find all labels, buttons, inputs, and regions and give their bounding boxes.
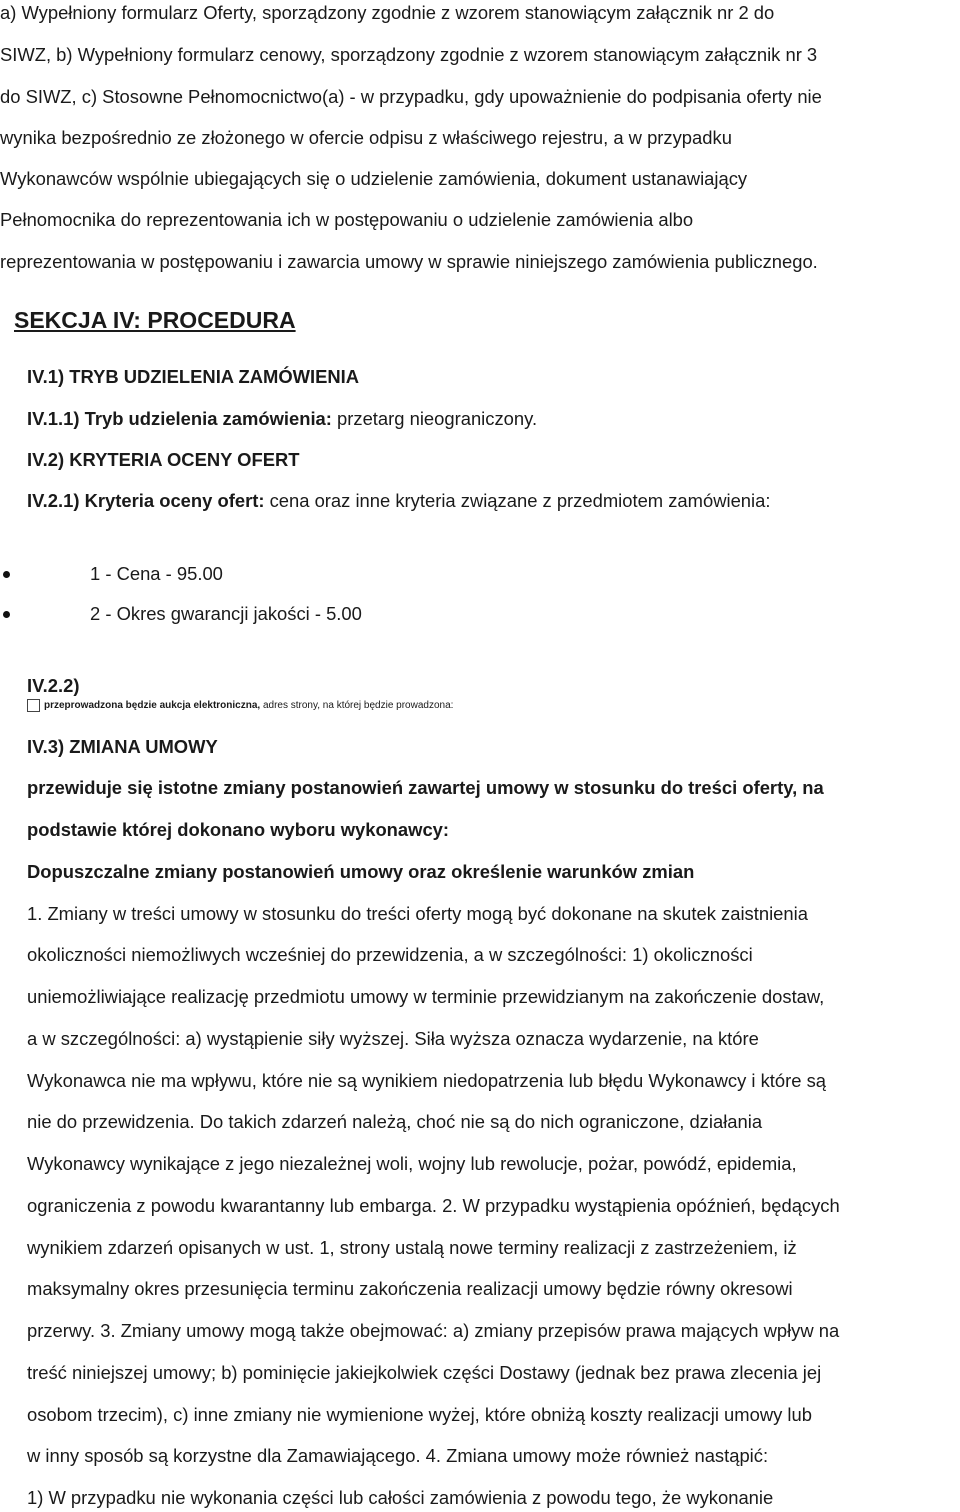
body-line: ograniczenia z powodu kwarantanny lub embarga. 2. W przypadku wystąpienia opóźnień, będących — [27, 1195, 840, 1216]
body-line: okoliczności niemożliwych wcześniej do przewidzenia, a w szczególności: 1) okoliczności — [27, 944, 753, 965]
iv1-heading: IV.1) TRYB UDZIELENIA ZAMÓWIENIA — [27, 366, 360, 387]
body-line: Wykonawcy wynikające z jego niezależnej woli, wojny lub rewolucje, pożar, powódź, epidemia, — [27, 1153, 797, 1174]
body-line: maksymalny okres przesunięcia terminu zakończenia realizacji umowy będzie równy okresowi — [27, 1278, 793, 1299]
auction-label-bold: przeprowadzona będzie aukcja elektroniczna, — [44, 700, 261, 711]
bullet-icon — [3, 571, 10, 578]
iv11-label: IV.1.1) Tryb udzielenia zamówienia: — [27, 408, 332, 429]
iv21-label: IV.2.1) Kryteria oceny ofert: — [27, 490, 265, 511]
intro-line: reprezentowania w postępowaniu i zawarcia umowy w sprawie niniejszego zamówienia publicznego. — [0, 251, 818, 272]
iv11-row — [27, 408, 537, 430]
criteria-text: 2 - Okres gwarancji jakości - 5.00 — [90, 603, 362, 624]
intro-line: wynika bezpośrednio ze złożonego w ofercie odpisu z właściwego rejestru, a w przypadku — [0, 127, 732, 148]
iv22-heading: IV.2.2) — [27, 675, 80, 696]
body-line: 1. Zmiany w treści umowy w stosunku do treści oferty mogą być dokonane na skutek zaistnienia — [27, 903, 808, 924]
body-line: uniemożliwiające realizację przedmiotu umowy w terminie przewidzianym na zakończenie dostaw, — [27, 986, 825, 1007]
body-line: w inny sposób są korzystne dla Zamawiającego. 4. Zmiana umowy może również nastąpić: — [27, 1445, 769, 1466]
body-line: nie do przewidzenia. Do takich zdarzeń należą, choć nie są do nich ograniczone, działania — [27, 1111, 763, 1132]
auction-label-rest: adres strony, na której będzie prowadzona: — [260, 700, 454, 711]
iv11-value: przetarg nieograniczony. — [331, 408, 538, 429]
auction-checkbox[interactable] — [27, 699, 40, 712]
intro-line: do SIWZ, c) Stosowne Pełnomocnictwo(a) - w przypadku, gdy upoważnienie do podpisania oferty nie — [0, 86, 822, 107]
iv3-heading: IV.3) ZMIANA UMOWY — [27, 736, 218, 757]
section-title: SEKCJA IV: PROCEDURA — [14, 307, 296, 333]
iv2-heading: IV.2) KRYTERIA OCENY OFERT — [27, 449, 300, 470]
iv21-row — [27, 490, 770, 512]
body-line: a w szczególności: a) wystąpienie siły wyższej. Siła wyższa oznacza wydarzenie, na które — [27, 1028, 759, 1049]
iv3-subheading: Dopuszczalne zmiany postanowień umowy oraz określenie warunków zmian — [27, 861, 695, 882]
body-line: osobom trzecim), c) inne zmiany nie wymienione wyżej, które obniżą koszty realizacji umowy lub — [27, 1404, 812, 1425]
intro-line: Pełnomocnika do reprezentowania ich w postępowaniu o udzielenie zamówienia albo — [0, 209, 694, 230]
iv3-statement-line: podstawie której dokonano wyboru wykonawcy: — [27, 819, 450, 840]
body-line: treść niniejszej umowy; b) pominięcie jakiejkolwiek części Dostawy (jednak bez prawa zlecenia jej — [27, 1362, 822, 1383]
criteria-text: 1 - Cena - 95.00 — [90, 563, 223, 584]
body-line: wynikiem zdarzeń opisanych w ust. 1, strony ustalą nowe terminy realizacji z zastrzeżeniem, iż — [27, 1237, 797, 1258]
iv21-value: cena oraz inne kryteria związane z przedmiotem zamówienia: — [264, 490, 771, 511]
intro-line: Wykonawców wspólnie ubiegających się o udzielenie zamówienia, dokument ustanawiający — [0, 168, 748, 189]
auction-label — [44, 698, 453, 714]
body-line: Wykonawca nie ma wpływu, które nie są wynikiem niedopatrzenia lub błędu Wykonawcy i które są — [27, 1070, 827, 1091]
iv3-statement-line: przewiduje się istotne zmiany postanowień zawartej umowy w stosunku do treści oferty, na — [27, 777, 824, 798]
intro-line: SIWZ, b) Wypełniony formularz cenowy, sporządzony zgodnie z wzorem stanowiącym załącznik nr 3 — [0, 44, 818, 65]
bullet-icon — [3, 611, 10, 618]
body-line: 1) W przypadku nie wykonania części lub całości zamówienia z powodu tego, że wykonanie — [27, 1487, 774, 1508]
intro-line: a) Wypełniony formularz Oferty, sporządzony zgodnie z wzorem stanowiącym załącznik nr 2 do — [0, 2, 775, 23]
body-line: przerwy. 3. Zmiany umowy mogą także obejmować: a) zmiany przepisów prawa mających wpływ na — [27, 1320, 840, 1341]
